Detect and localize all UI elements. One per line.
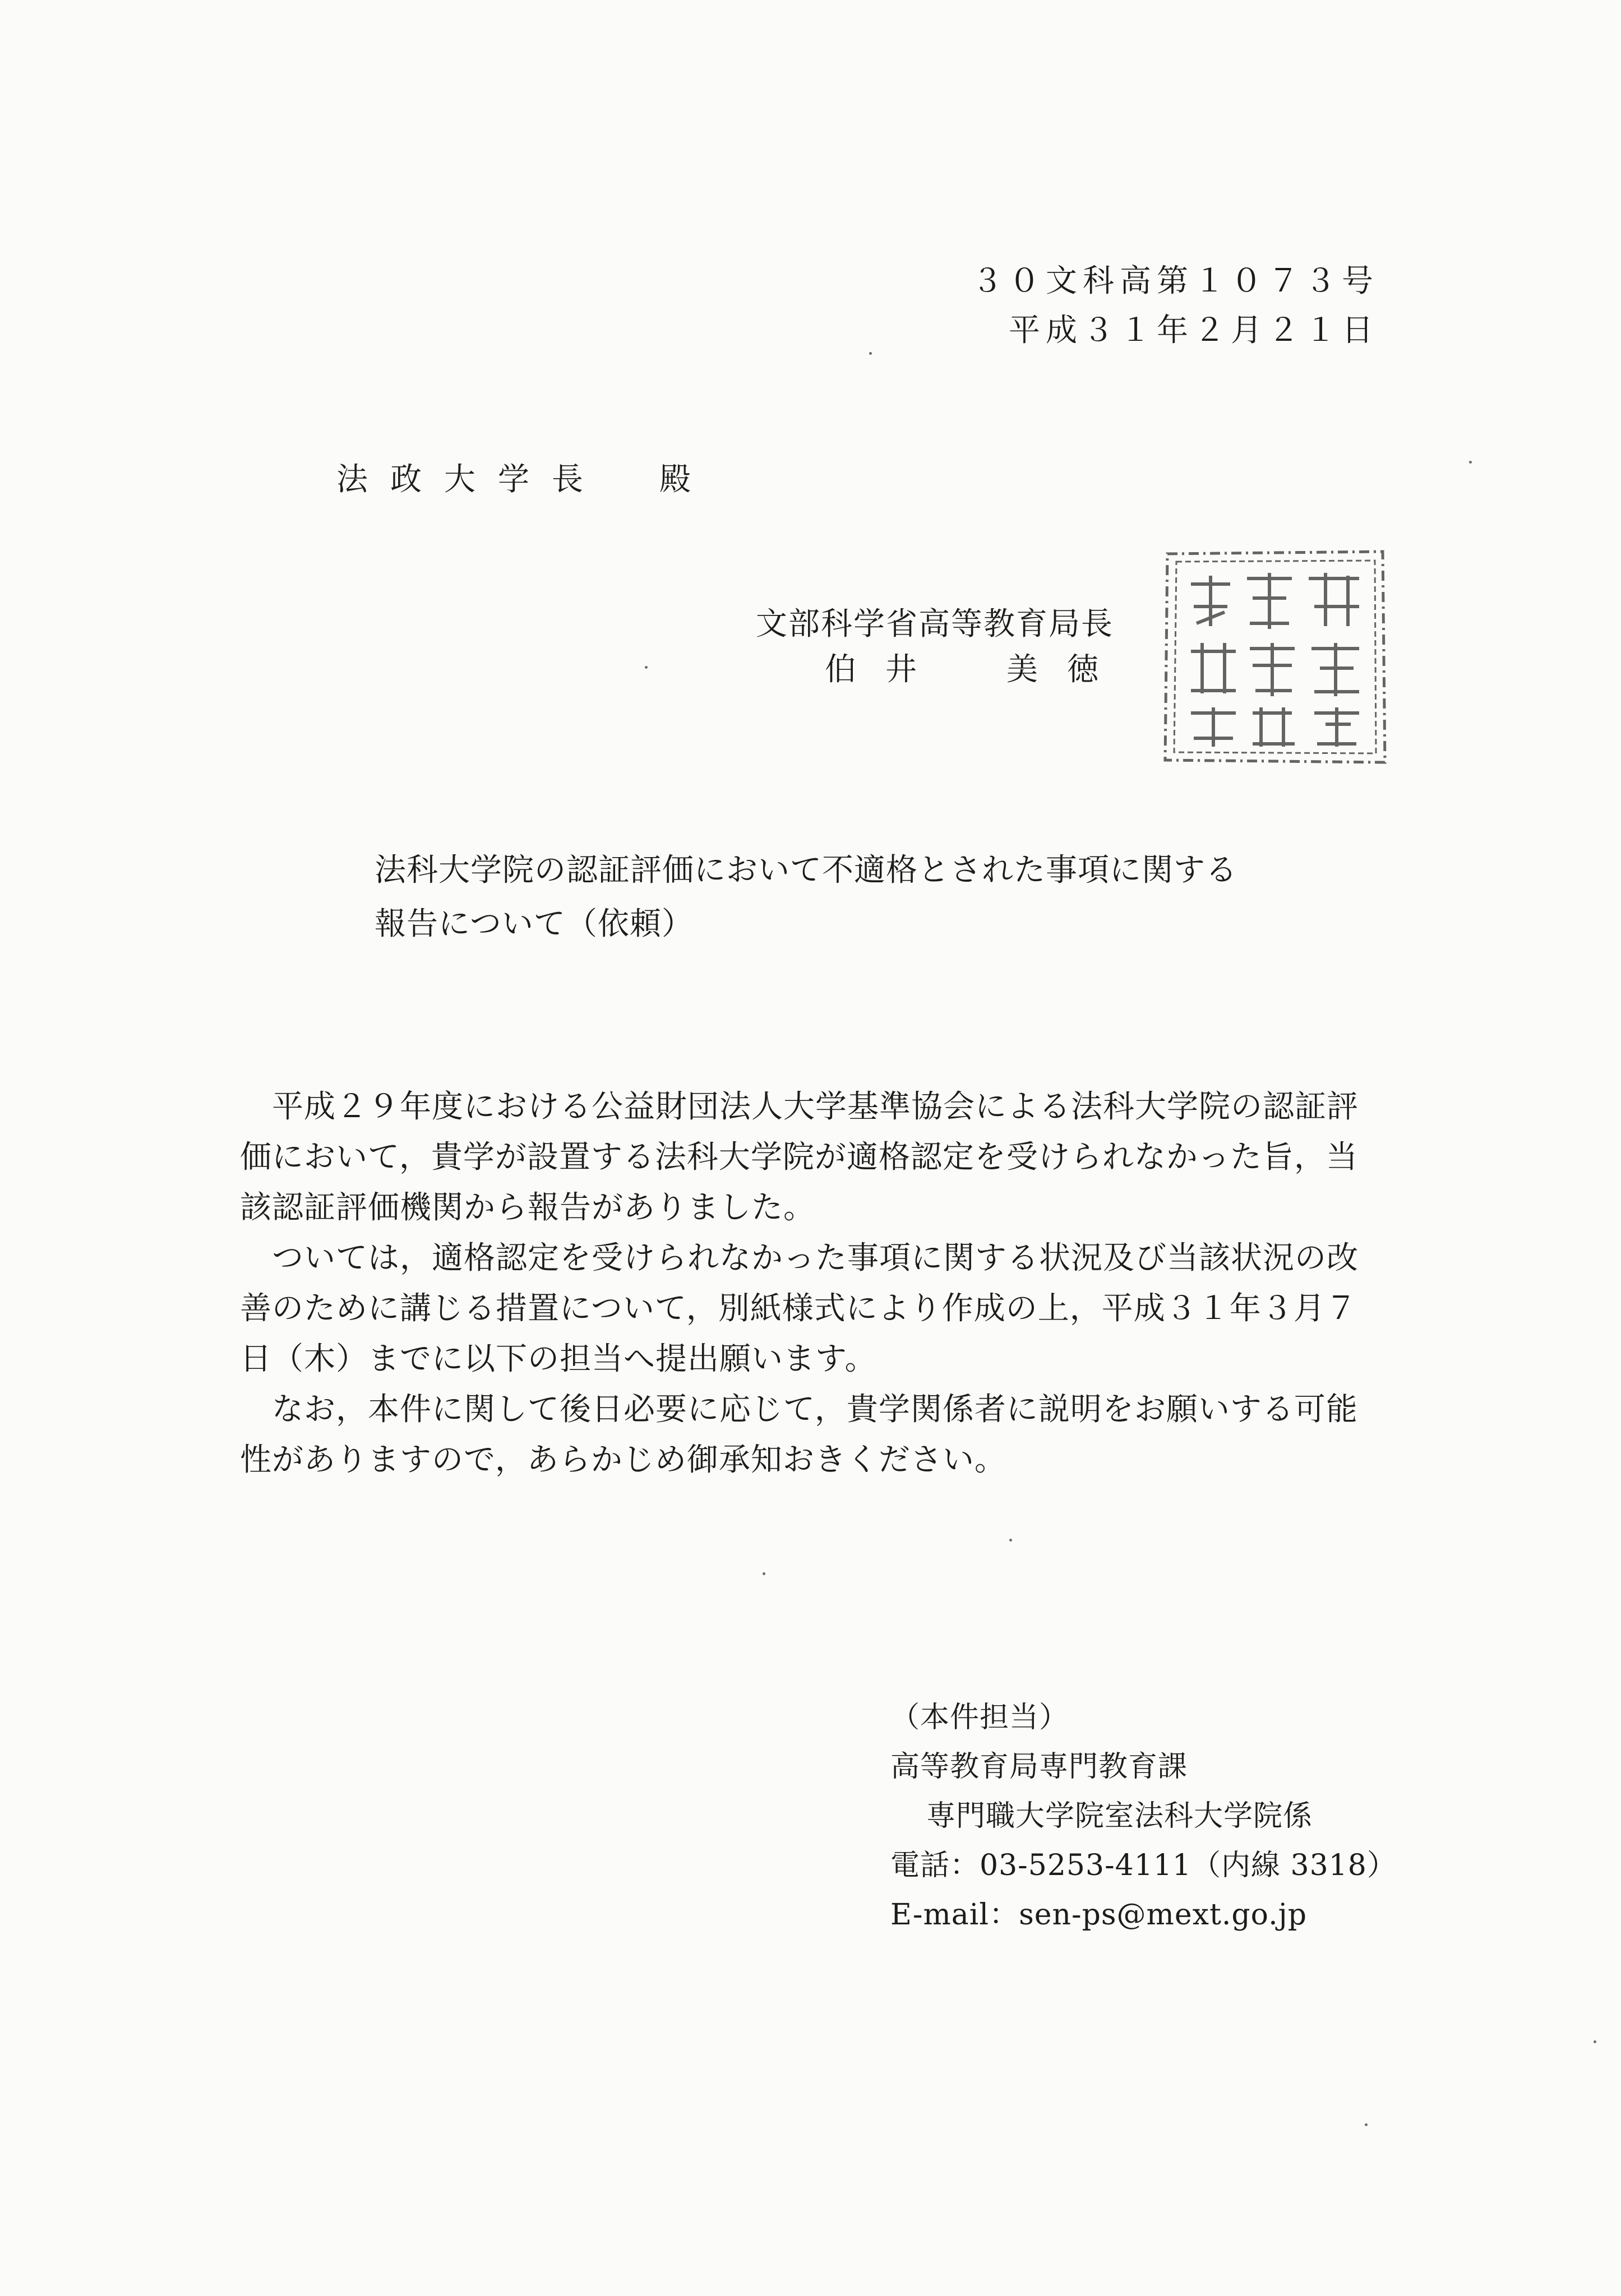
contact-department: 高等教育局専門教育課 [890,1750,1188,1784]
scan-speck [1594,2040,1596,2043]
contact-heading: （本件担当） [890,1701,1069,1734]
document-date: 平成３１年２月２１日 [1009,312,1379,349]
sender-title: 文部科学省高等教育局長 [756,606,1114,642]
letter-body [240,1082,1384,1485]
contact-section: 専門職大学院室法科大学院係 [926,1799,1313,1833]
scan-speck [1365,2123,1368,2126]
scan-speck [869,352,872,355]
document-number: ３０文科高第１０７３号 [972,263,1379,299]
body-line: 価において，貴学が設置する法科大学院が適格認定を受けられなかった旨，当 [240,1139,1358,1175]
sender-name: 伯井 美徳 [825,651,1128,688]
body-line: 善のために講じる措置について，別紙様式により作成の上，平成３１年３月７ [240,1290,1357,1327]
body-line: なお，本件に関して後日必要に応じて，貴学関係者に説明をお願いする可能 [240,1391,1358,1428]
scan-speck [645,666,648,669]
official-seal-icon [1157,545,1393,769]
body-line: 性がありますので，あらかじめ御承知おきください。 [240,1442,1006,1478]
subject [375,844,1237,951]
subject-line-1: 法科大学院の認証評価において不適格とされた事項に関する [375,852,1237,888]
subject-line-2: 報告について（依頼） [375,906,694,942]
contact-block [890,1693,1397,1939]
scan-speck [763,1572,765,1575]
body-line: 該認証評価機関から報告がありました。 [240,1189,815,1226]
body-line: 日（木）までに以下の担当へ提出願います。 [240,1341,877,1377]
scan-speck [1469,461,1472,464]
body-line: ついては，適格認定を受けられなかった事項に関する状況及び当該状況の改 [240,1240,1359,1276]
scan-speck [1009,1539,1012,1542]
contact-email: E-mail：sen-ps@mext.go.jp [890,1898,1308,1932]
contact-phone: 電話：03-5253-4111（内線 3318） [890,1849,1397,1882]
addressee: 法政大学長 殿 [336,461,713,498]
body-line: 平成２９年度における公益財団法人大学基準協会による法科大学院の認証評 [240,1089,1359,1125]
